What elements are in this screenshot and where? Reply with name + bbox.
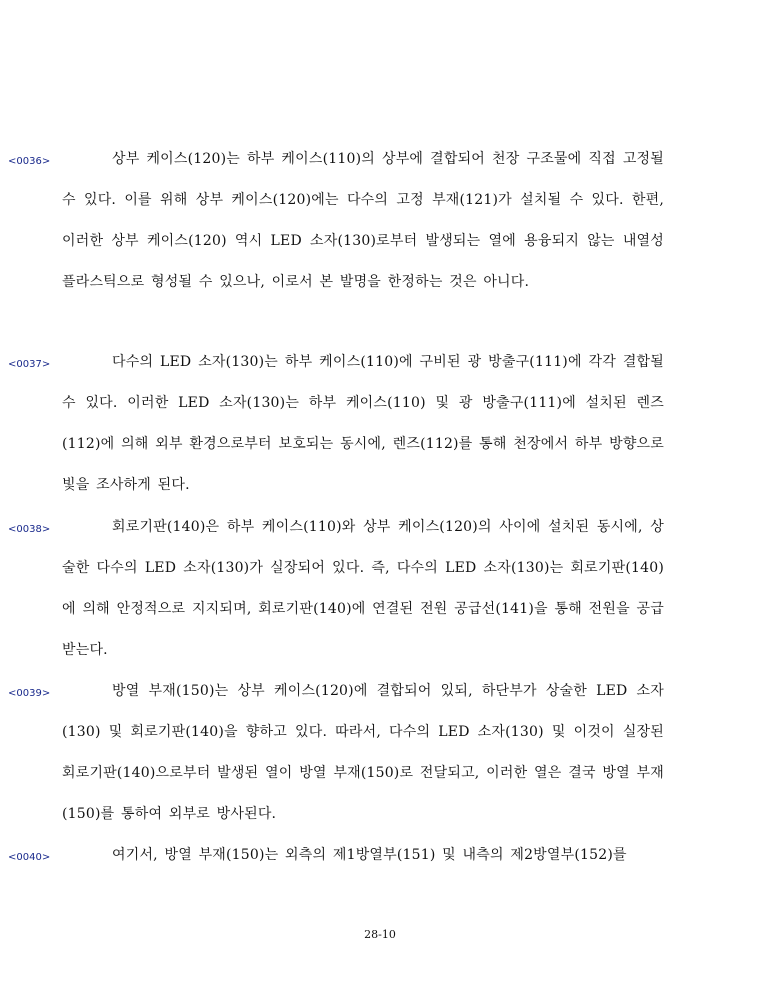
paragraph-number: <0040>: [8, 852, 51, 863]
paragraph-number: <0038>: [8, 524, 51, 535]
paragraph-number: <0036>: [8, 156, 51, 167]
page-number: 28-10: [364, 928, 396, 941]
paragraph-number: <0037>: [8, 359, 51, 370]
paragraph-text: 방열 부재(150)는 상부 케이스(120)에 결합되어 있되, 하단부가 상술한 LED 소자(130) 및 회로기판(140)을 향하고 있다. 따라서, 다수의 LED 소자(130) 및 이것이 실장된 회로기판(140)으로부터 발생된 열이 방열 부재(150)로 전달되고, 이러한 열은 결국 방열 부재(150)를 통하여 외부로 방사된다.: [62, 683, 664, 822]
paragraph-text: 회로기판(140)은 하부 케이스(110)와 상부 케이스(120)의 사이에 설치된 동시에, 상술한 다수의 LED 소자(130)가 실장되어 있다. 즉, 다수의 LED 소자(130)는 회로기판(140)에 의해 안정적으로 지지되며, 회로기판(140)에 연결된 전원 공급선(141)을 통해 전원을 공급받는다.: [62, 519, 664, 658]
paragraph-text: 상부 케이스(120)는 하부 케이스(110)의 상부에 결합되어 천장 구조물에 직접 고정될 수 있다. 이를 위해 상부 케이스(120)에는 다수의 고정 부재(121)가 설치될 수 있다. 한편, 이러한 상부 케이스(120) 역시 LED 소자(130)로부터 발생되는 열에 용융되지 않는 내열성 플라스틱으로 형성될 수 있으나, 이로서 본 발명을 한정하는 것은 아니다.: [62, 151, 664, 290]
paragraph-text: 여기서, 방열 부재(150)는 외측의 제1방열부(151) 및 내측의 제2방열부(152)를: [112, 847, 627, 863]
paragraph-number: <0039>: [8, 688, 51, 699]
paragraph-text: 다수의 LED 소자(130)는 하부 케이스(110)에 구비된 광 방출구(111)에 각각 결합될 수 있다. 이러한 LED 소자(130)는 하부 케이스(110) 및 광 방출구(111)에 설치된 렌즈(112)에 의해 외부 환경으로부터 보호되는 동시에, 렌즈(112)를 통해 천장에서 하부 방향으로 빛을 조사하게 된다.: [62, 354, 664, 493]
